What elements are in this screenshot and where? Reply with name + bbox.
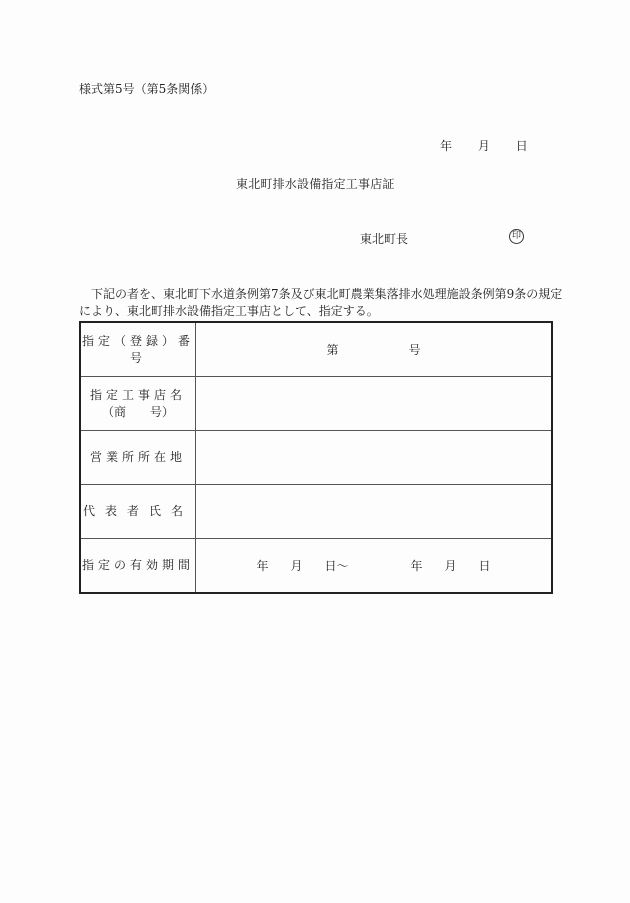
to-year: 年 — [410, 559, 423, 573]
certificate-table — [79, 321, 553, 594]
number-prefix: 第 — [326, 343, 339, 357]
table-row — [80, 377, 552, 431]
representative-field[interactable] — [196, 485, 553, 539]
contractor-name-field[interactable] — [196, 377, 553, 431]
issuer-name: 東北町長 — [360, 232, 409, 246]
statement-line-1: 下記の者を、東北町下水道条例第7条及び東北町農業集落排水処理施設条例第9条の規定 — [91, 287, 563, 301]
label-registration-number: 指定（登録）番号 — [80, 322, 196, 377]
label-validity-period: 指定の有効期間 — [80, 539, 196, 594]
to-month: 月 — [444, 559, 457, 573]
label-office-address: 営業所所在地 — [80, 431, 196, 485]
from-month: 月 — [290, 559, 303, 573]
table-row — [80, 322, 552, 377]
seal-icon: 印 — [509, 229, 524, 244]
issue-date — [440, 137, 528, 154]
form-number: 様式第5号（第5条関係） — [79, 82, 215, 96]
table-row — [80, 485, 552, 539]
number-suffix: 号 — [408, 343, 421, 357]
contractor-name-label: 指定工事店名 — [89, 387, 186, 402]
from-year: 年 — [256, 559, 269, 573]
registration-number-field[interactable] — [196, 322, 553, 377]
document-title: 東北町排水設備指定工事店証 — [236, 177, 395, 191]
validity-period-field[interactable] — [196, 539, 553, 594]
table-row — [80, 539, 552, 594]
table-row — [80, 431, 552, 485]
label-representative: 代表者氏名 — [80, 485, 196, 539]
trade-name-label: （商 号） — [101, 404, 174, 419]
date-month: 月 — [477, 139, 490, 153]
to-day: 日 — [478, 559, 491, 573]
label-contractor-name — [80, 377, 196, 431]
designation-statement — [79, 286, 563, 320]
statement-line-2: により、東北町排水設備指定工事店として、指定する。 — [79, 304, 379, 318]
date-year: 年 — [440, 139, 453, 153]
date-day: 日 — [515, 139, 528, 153]
office-address-field[interactable] — [196, 431, 553, 485]
from-day: 日～ — [324, 559, 349, 573]
